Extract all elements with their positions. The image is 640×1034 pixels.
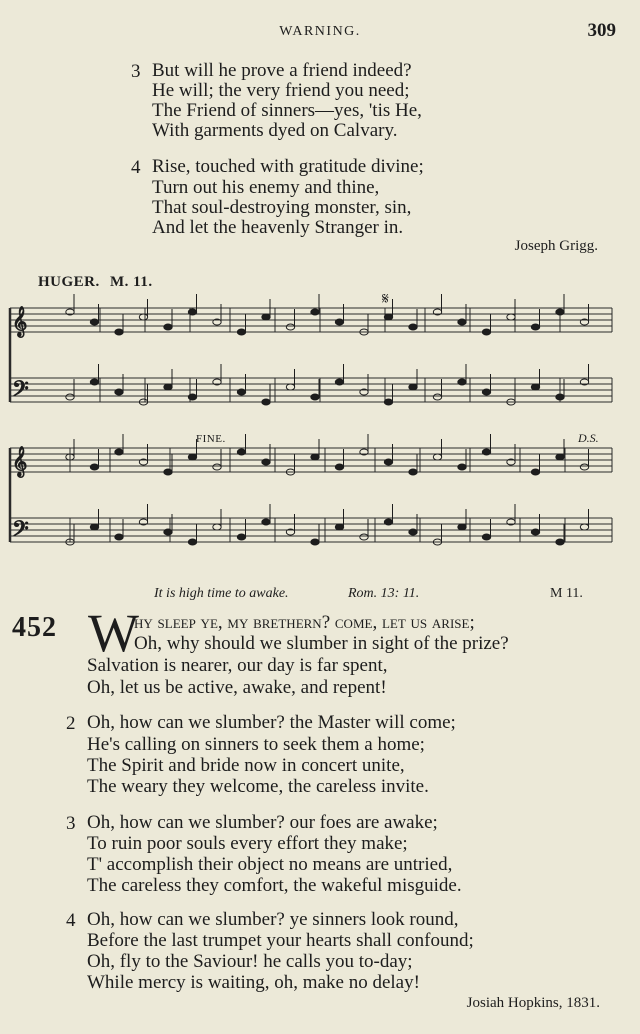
scripture-reference: Rom. 13: 11. <box>348 586 420 601</box>
music-score <box>0 294 640 566</box>
note-head <box>335 319 343 325</box>
note-head <box>311 454 319 460</box>
note-head <box>482 534 490 540</box>
note-head <box>311 394 319 400</box>
note-head <box>237 534 245 540</box>
stanza-line: The weary they welcome, the careless invite. <box>87 776 429 797</box>
note-head <box>556 309 564 315</box>
note-head <box>458 319 466 325</box>
stanza-line: Oh, how can we slumber? ye sinners look round, <box>87 909 459 930</box>
stanza-line: Oh, let us be active, awake, and repent! <box>87 677 387 698</box>
text-reference: It is high time to awake. <box>154 586 289 601</box>
note-head <box>262 314 270 320</box>
note-head <box>262 459 270 465</box>
note-head <box>115 329 123 335</box>
note-head <box>360 534 368 540</box>
note-head <box>335 464 343 470</box>
stanza-number: 4 <box>131 157 141 178</box>
note-head <box>213 524 221 530</box>
note-head <box>531 529 539 535</box>
note-head <box>384 519 392 525</box>
score-svg <box>0 294 640 566</box>
stanza-line: The careless they comfort, the wakeful misguide. <box>87 875 462 896</box>
stanza-line: That soul-destroying monster, sin, <box>152 197 412 218</box>
stanza-line: While mercy is waiting, oh, make no delay! <box>87 972 420 993</box>
note-head <box>115 534 123 540</box>
note-head <box>90 319 98 325</box>
bass-clef: 𝄢 <box>12 377 29 407</box>
note-head <box>384 399 392 405</box>
hymn-meter: M 11. <box>550 586 583 601</box>
note-head <box>188 539 196 545</box>
note-head <box>556 539 564 545</box>
note-head <box>556 394 564 400</box>
note-head <box>115 449 123 455</box>
note-head <box>335 524 343 530</box>
tune-name: HUGER. <box>38 274 100 290</box>
stanza-line: He will; the very friend you need; <box>152 80 410 101</box>
note-head <box>139 314 147 320</box>
note-head <box>531 384 539 390</box>
stanza-number: 4 <box>66 910 76 931</box>
prev-hymn-author: Joseph Grigg. <box>514 238 598 254</box>
stanza-line: Rise, touched with gratitude divine; <box>152 156 424 177</box>
tune-meter: M. 11. <box>110 274 153 290</box>
note-head <box>90 524 98 530</box>
note-head <box>188 309 196 315</box>
tune-label <box>38 274 153 291</box>
hymn-number: 452 <box>12 612 57 643</box>
note-head <box>409 529 417 535</box>
fine-label: FINE. <box>196 433 226 445</box>
note-head <box>311 539 319 545</box>
note-head <box>286 324 294 330</box>
note-head <box>482 329 490 335</box>
stanza-number: 2 <box>66 713 76 734</box>
stanza-line: The Spirit and bride now in concert unite, <box>87 755 405 776</box>
note-head <box>507 314 515 320</box>
stanza-line: Turn out his enemy and thine, <box>152 177 380 198</box>
note-head <box>164 529 172 535</box>
note-head <box>311 309 319 315</box>
note-head <box>188 454 196 460</box>
stanza-line: T' accomplish their object no means are untried, <box>87 854 453 875</box>
bass-clef: 𝄢 <box>12 517 29 547</box>
note-head <box>237 449 245 455</box>
note-head <box>409 324 417 330</box>
drop-cap: W <box>88 603 139 663</box>
stanza-number: 3 <box>66 813 76 834</box>
stanza-line: Oh, fly to the Saviour! he calls you to-day; <box>87 951 413 972</box>
note-head <box>164 384 172 390</box>
segno-sign: 𝄋 <box>382 294 389 308</box>
note-head <box>262 519 270 525</box>
note-head <box>482 449 490 455</box>
stanza-line: He's calling on sinners to seek them a home; <box>87 734 425 755</box>
note-head <box>164 324 172 330</box>
note-head <box>90 379 98 385</box>
note-head <box>409 469 417 475</box>
note-head <box>164 469 172 475</box>
ds-label: D.S. <box>578 431 599 445</box>
note-head <box>384 314 392 320</box>
note-head <box>237 389 245 395</box>
page-number: 309 <box>587 20 616 41</box>
stanza-line: Salvation is nearer, our day is far spent, <box>87 655 388 676</box>
stanza-line: But will he prove a friend indeed? <box>152 60 412 81</box>
stanza-line: Oh, how can we slumber? our foes are awake; <box>87 812 438 833</box>
note-head <box>262 399 270 405</box>
stanza-line: And let the heavenly Stranger in. <box>152 217 404 238</box>
note-head <box>237 329 245 335</box>
treble-clef: 𝄞 <box>12 447 28 477</box>
stanza-line: With garments dyed on Calvary. <box>152 120 398 141</box>
note-head <box>433 454 441 460</box>
stanza-line: Oh, why should we slumber in sight of the prize? <box>134 633 509 654</box>
note-head <box>433 394 441 400</box>
stanza-number: 3 <box>131 61 141 82</box>
note-head <box>115 389 123 395</box>
stanza-line: To ruin poor souls every effort they make; <box>87 833 408 854</box>
note-head <box>458 524 466 530</box>
note-head <box>531 324 539 330</box>
note-head <box>384 459 392 465</box>
note-head <box>409 384 417 390</box>
note-head <box>335 379 343 385</box>
treble-clef: 𝄞 <box>12 307 28 337</box>
note-head <box>286 384 294 390</box>
note-head <box>90 464 98 470</box>
stanza-line: Before the last trumpet your hearts shall confound; <box>87 930 474 951</box>
hymn-author: Josiah Hopkins, 1831. <box>466 995 600 1011</box>
stanza-line: The Friend of sinners—yes, 'tis He, <box>152 100 422 121</box>
note-head <box>482 389 490 395</box>
note-head <box>531 469 539 475</box>
stanza-line: Oh, how can we slumber? the Master will come; <box>87 712 456 733</box>
note-head <box>580 464 588 470</box>
stanza-line: hy sleep ye, my brethern? come, let us arise; <box>134 612 475 633</box>
note-head <box>458 464 466 470</box>
note-head <box>580 524 588 530</box>
note-head <box>66 394 74 400</box>
note-head <box>213 464 221 470</box>
running-head: WARNING. <box>279 24 361 39</box>
note-head <box>458 379 466 385</box>
note-head <box>556 454 564 460</box>
note-head <box>188 394 196 400</box>
